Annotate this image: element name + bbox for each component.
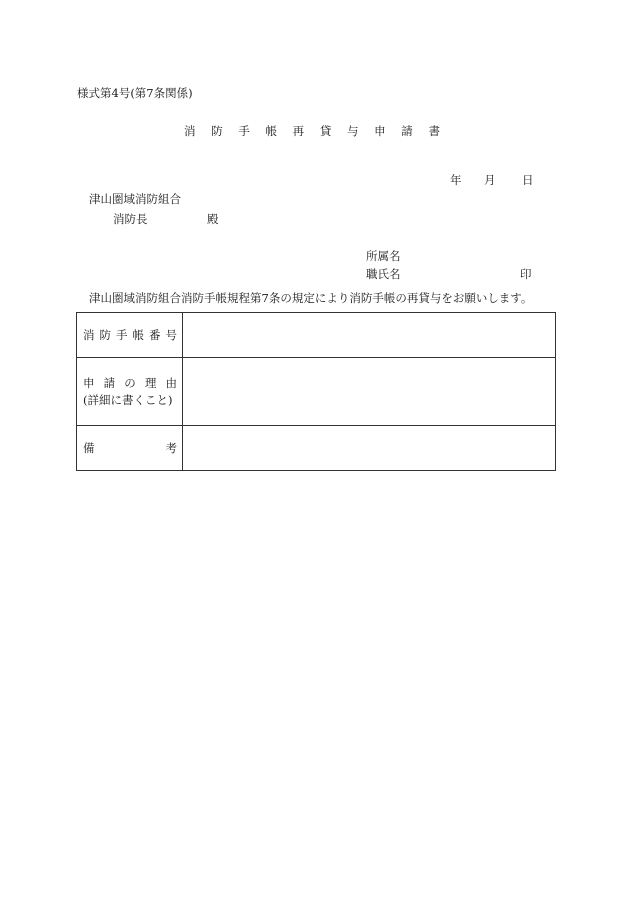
application-form-table (76, 312, 556, 471)
affiliation-label: 所属名 (366, 249, 401, 263)
handbook-number-field[interactable] (183, 313, 556, 358)
table-row-remarks (77, 426, 556, 471)
remarks-field[interactable] (183, 426, 556, 471)
document-title: 消 防 手 帳 再 貸 与 申 請 書 (184, 124, 446, 138)
reason-label-note: (詳細に書くこと) (83, 392, 173, 407)
label-char: 手 (116, 327, 128, 342)
label-char: 請 (103, 375, 116, 390)
addressee-title: 消防長 (113, 212, 148, 226)
label-char: 消 (83, 327, 95, 342)
label-char: 由 (165, 375, 177, 390)
label-char: 申 (83, 375, 95, 390)
reason-label (77, 358, 183, 426)
remarks-label (77, 426, 183, 471)
date-day-label: 日 (522, 173, 534, 187)
date-month-label: 月 (484, 173, 496, 187)
label-char: 号 (165, 327, 177, 342)
request-statement: 津山圏域消防組合消防手帳規程第7条の規定により消防手帳の再貸与をお願いします。 (89, 291, 533, 305)
addressee-organization: 津山圏域消防組合 (89, 192, 181, 206)
label-char: 備 (83, 440, 95, 455)
form-number: 様式第4号(第7条関係) (77, 86, 193, 100)
label-char: 理 (144, 375, 157, 390)
label-char: 帳 (132, 327, 144, 342)
label-char: の (124, 375, 136, 390)
table-row-reason (77, 358, 556, 426)
date-year-label: 年 (450, 173, 462, 187)
seal-mark: 印 (520, 267, 532, 281)
table-row-handbook-number (77, 313, 556, 358)
reason-field[interactable] (183, 358, 556, 426)
addressee-honorific: 殿 (207, 212, 219, 226)
label-char: 防 (99, 327, 111, 342)
label-char: 考 (165, 440, 177, 455)
label-char: 番 (149, 327, 161, 342)
name-label: 職氏名 (366, 267, 401, 281)
handbook-number-label (77, 313, 183, 358)
